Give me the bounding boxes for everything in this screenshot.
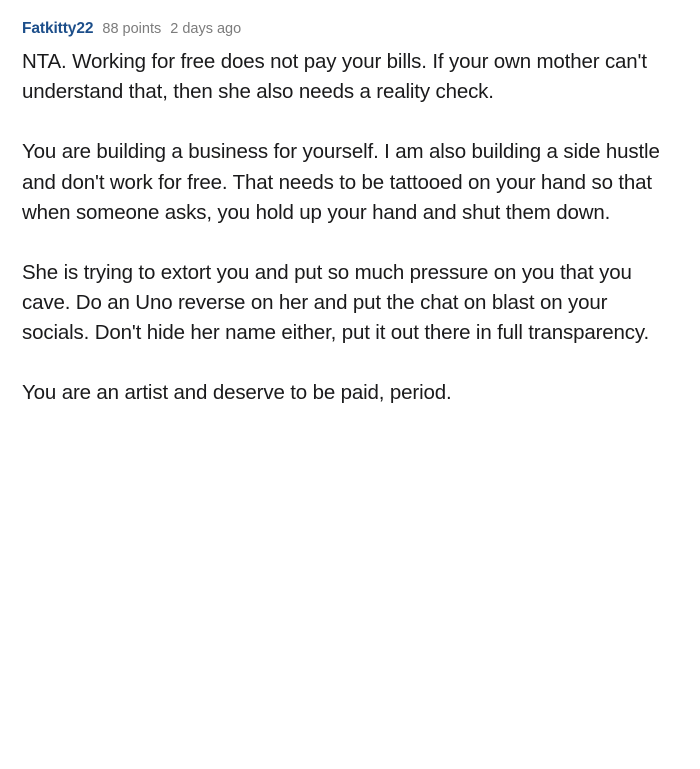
comment-paragraph: She is trying to extort you and put so much pressure on you that you cave. Do an Uno reverse on her and put the chat on blast on your socials. Don't hide her name either, put it out there in full transparency. — [22, 260, 649, 345]
comment-body — [22, 47, 678, 409]
comment-author[interactable]: Fatkitty22 — [22, 20, 94, 37]
comment-paragraph: You are building a business for yourself. I am also building a side hustle and don't work for free. That needs to be tattooed on your hand so that when someone asks, you hold up your hand and shut them down. — [22, 140, 660, 224]
comment-paragraph: NTA. Working for free does not pay your bills. If your own mother can't understand that, then she also needs a reality check. — [22, 50, 647, 104]
comment-points: 88 points — [102, 21, 162, 37]
comment-paragraph: You are an artist and deserve to be paid, period. — [22, 381, 452, 405]
comment-timestamp: 2 days ago — [170, 21, 242, 37]
comment-meta — [22, 20, 678, 38]
